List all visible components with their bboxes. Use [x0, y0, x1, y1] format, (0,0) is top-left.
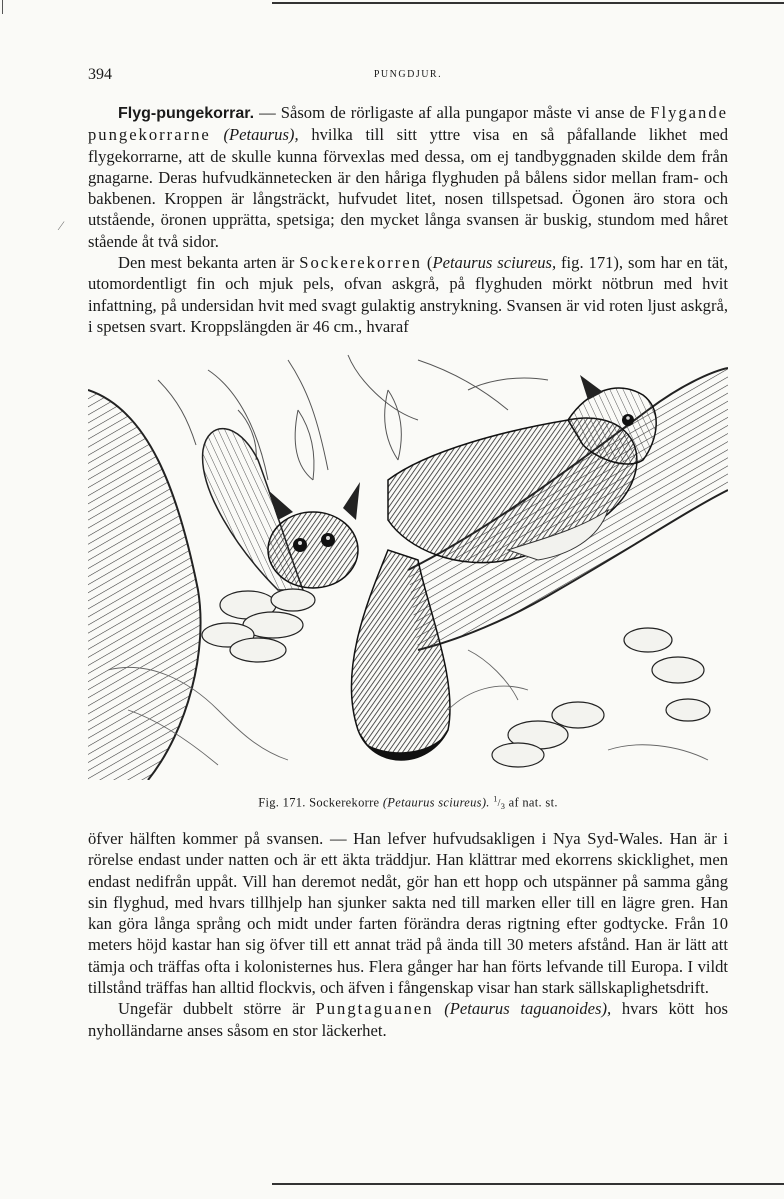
top-rule [272, 2, 784, 4]
text-run [211, 125, 224, 144]
caption-scale-sep: / [497, 798, 501, 810]
caption-scale-num: 1 [493, 795, 498, 804]
caption-scale-den: 3 [500, 802, 506, 812]
caption-suffix: af nat. st. [505, 795, 558, 810]
text-run: Den mest bekanta arten är [118, 253, 300, 273]
caption-prefix: Fig. 171. Sockerekorre [258, 795, 383, 810]
text-run: fig. 171), som har en tät, utomordentligt fin och mjuk pels, ofvan askgrå, på flyghuden mörkt nötbrun med hvit infattning, på undersidan hvit med svagt gulaktig anstrykning. Svansen är vid roten ljust askgrå, i spetsen svart. Kroppslängden är 46 cm., hvaraf [88, 253, 728, 336]
paragraph [88, 828, 728, 998]
latin-name: (Petaurus taguanoides), [444, 999, 612, 1019]
text-block-top [88, 102, 728, 337]
caption-species: (Petaurus sciureus). [382, 795, 490, 810]
page-number: 394 [88, 66, 112, 83]
figure-171 [88, 350, 728, 780]
text-run: öfver hälften kommer på svansen. — Han lefver hufvudsakligen i Nya Syd-Wales. Han är i rörelse endast under natten och är ett äkta träddjur. Han klättrar med ekorrens skicklighet, men endast nedifrån uppåt. Vill han deremot nedåt, gör han ett hopp och utspänner på samma gång sin flyghud, med hvars tillhjelp han sjunker sakta ned till marken eller till en lägre gren. Han kan göra långa språng och midt under farten förändra deras rigtning efter godtycke. Från 10 meters höjd kastar han sig öfver till ett annat träd på ända till 30 meters afstånd. Han är lätt att tämja och träffas ofta i kolonisternes hus. Flera gånger har han förts lefvande till Europa. I vildt tillstånd träffas han alltid flockvis, och äfven i fångenskap visar han stark sällskaplighetsdrift. [88, 829, 728, 998]
bottom-rule [272, 1183, 784, 1185]
section-heading: Flyg-pungekorrar. [118, 105, 255, 122]
sugar-glider-engraving [88, 350, 728, 780]
figure-caption [88, 795, 728, 811]
paragraph [88, 102, 728, 252]
text-run: — Såsom de rörligaste af alla pungapor måste vi anse de [254, 103, 651, 122]
caption-scale [493, 795, 506, 812]
text-run: ( [421, 253, 433, 273]
text-run: hvars kött hos nyholländarne anses såsom en stor läckerhet. [88, 999, 728, 1040]
margin-mark: ⁄ [60, 218, 63, 233]
running-head: PUNGDJUR. [373, 69, 443, 80]
text-run: Ungefär dubbelt större är [118, 999, 316, 1019]
paragraph [88, 998, 728, 1041]
text-run: hvilka till sitt yttre visa en så påfallande likhet med flygekorrarne, att de skulle kunna förvexlas med dessa, om ej tandbyggnaden skilde dem från gnagarne. Deras hufvudkännetecken är den håriga flyghuden på bålens sidor mellan fram- och bakbenen. Kroppen är långsträckt, hufvudet litet, nosen tillspetsad. Ögonen äro stora och utstående, öronen upprätta, spetsiga; den mycket långa svansen är buskig, stundom med håret stående åt två sidor. [88, 125, 728, 251]
text-run [434, 999, 445, 1018]
small-glider-head [268, 512, 358, 588]
scan-edge-mark [2, 0, 3, 14]
page-header [88, 66, 728, 88]
common-name: Pungtaguanen [315, 999, 434, 1019]
text-block-bottom [88, 828, 728, 1041]
common-name: Flygande pungekorrarne [88, 103, 728, 145]
latin-name: (Petaurus), [223, 125, 299, 145]
latin-name: Petaurus sciureus, [432, 253, 557, 273]
common-name: Sockerekorren [299, 253, 422, 273]
paragraph [88, 252, 728, 337]
